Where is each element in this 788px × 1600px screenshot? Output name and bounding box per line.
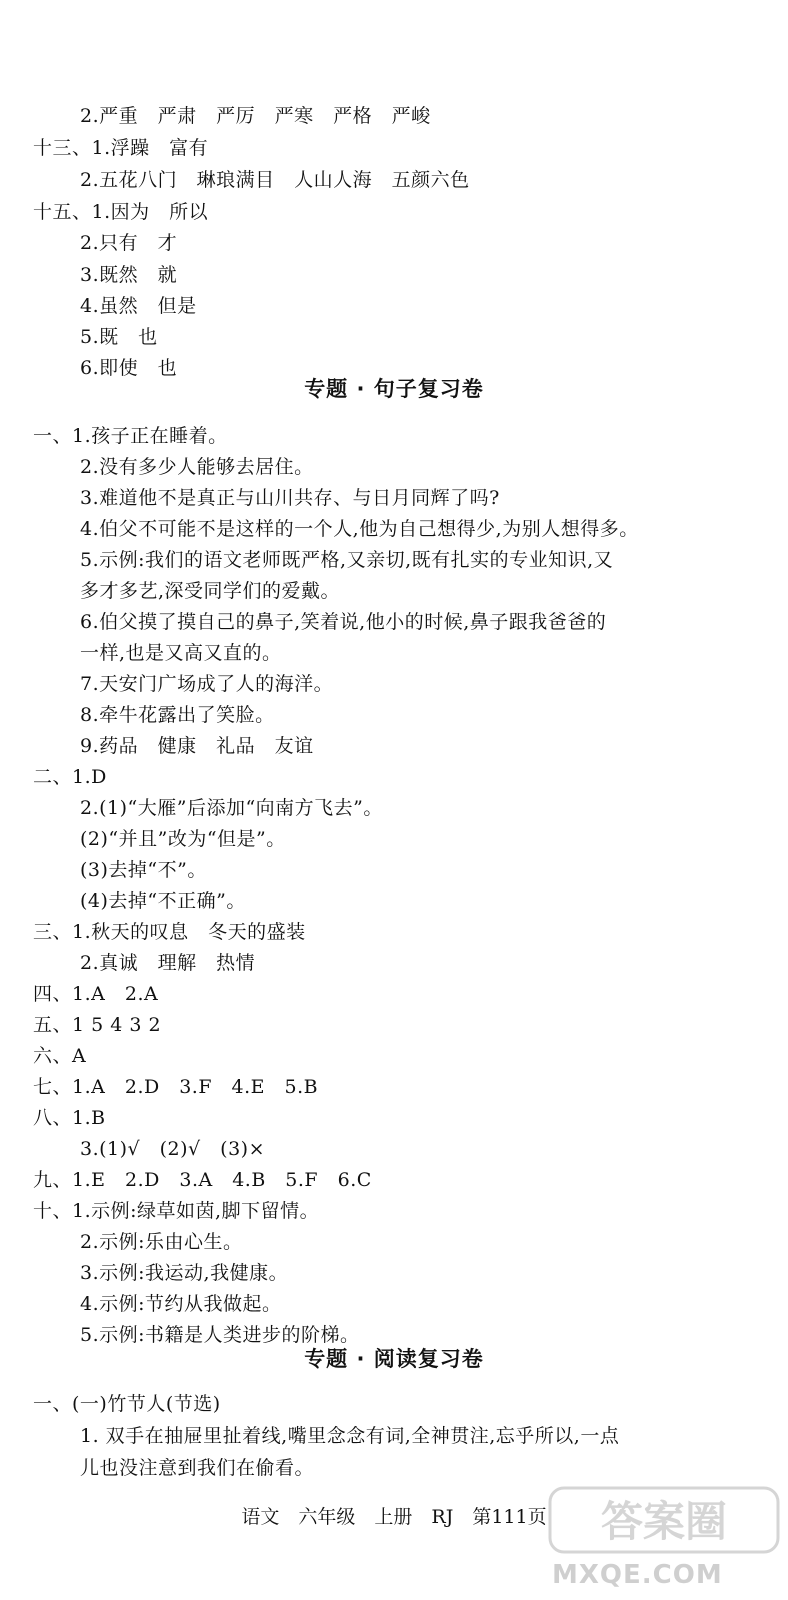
answer-line: 儿也没注意到我们在偷看。 <box>80 1457 315 1479</box>
answer-line: 七、1.A 2.D 3.F 4.E 5.B <box>33 1076 319 1098</box>
answer-line: 2.示例:乐由心生。 <box>80 1231 243 1253</box>
answer-line: 1. 双手在抽屉里扯着线,嘴里念念有词,全神贯注,忘乎所以,一点 <box>80 1425 620 1447</box>
answer-line: 六、A <box>33 1045 87 1067</box>
answer-line: 一、(一)竹节人(节选) <box>33 1393 221 1415</box>
answer-line: 十三、1.浮躁 富有 <box>33 137 209 159</box>
watermark-url: MXQE.COM <box>552 1560 723 1590</box>
answer-line: 3.示例:我运动,我健康。 <box>80 1262 289 1284</box>
answer-line: 2.(1)“大雁”后添加“向南方飞去”。 <box>80 797 383 819</box>
answer-line: (4)去掉“不正确”。 <box>80 890 246 912</box>
answer-line: 一样,也是又高又直的。 <box>80 642 282 664</box>
answer-line: (2)“并且”改为“但是”。 <box>80 828 286 850</box>
answer-line: 3.既然 就 <box>80 264 178 286</box>
answer-line: 2.真诚 理解 热情 <box>80 952 256 974</box>
answer-line: 3.(1)√ (2)√ (3)× <box>80 1138 266 1160</box>
answer-line: 八、1.B <box>33 1107 106 1129</box>
answer-line: 二、1.D <box>33 766 107 788</box>
answer-line: 6.伯父摸了摸自己的鼻子,笑着说,他小的时候,鼻子跟我爸爸的 <box>80 611 607 633</box>
answer-line: 7.天安门广场成了人的海洋。 <box>80 673 334 695</box>
answer-line: (3)去掉“不”。 <box>80 859 207 881</box>
answer-line: 3.难道他不是真正与山川共存、与日月同辉了吗? <box>80 487 500 509</box>
answer-line: 5.示例:我们的语文老师既严格,又亲切,既有扎实的专业知识,又 <box>80 549 614 571</box>
answer-line: 多才多艺,深受同学们的爱戴。 <box>80 580 341 602</box>
answer-line: 5.既 也 <box>80 326 158 348</box>
watermark <box>548 1484 780 1594</box>
answer-line: 三、1.秋天的叹息 冬天的盛装 <box>33 921 306 943</box>
answer-line: 一、1.孩子正在睡着。 <box>33 425 228 447</box>
section-heading-sentence-review: 专题 · 句子复习卷 <box>304 377 484 401</box>
watermark-logo-icon <box>548 1484 780 1556</box>
page-footer: 语文 六年级 上册 RJ 第111页 <box>241 1506 547 1528</box>
answer-line: 五、1 5 4 3 2 <box>33 1014 162 1036</box>
answer-line: 9.药品 健康 礼品 友谊 <box>80 735 314 757</box>
answer-line: 九、1.E 2.D 3.A 4.B 5.F 6.C <box>33 1169 372 1191</box>
answer-line: 2.只有 才 <box>80 232 178 254</box>
answer-line: 6.即使 也 <box>80 357 178 379</box>
answer-line: 4.示例:节约从我做起。 <box>80 1293 282 1315</box>
answer-line: 十五、1.因为 所以 <box>33 201 209 223</box>
answer-line: 2.五花八门 琳琅满目 人山人海 五颜六色 <box>80 169 470 191</box>
watermark-logo-text: 答案圈 <box>600 1497 728 1546</box>
answer-line: 2.严重 严肃 严厉 严寒 严格 严峻 <box>80 105 431 127</box>
answer-line: 四、1.A 2.A <box>33 983 159 1005</box>
answer-line: 8.牵牛花露出了笑脸。 <box>80 704 275 726</box>
answer-line: 十、1.示例:绿草如茵,脚下留情。 <box>33 1200 320 1222</box>
answer-line: 4.虽然 但是 <box>80 295 197 317</box>
answer-line: 5.示例:书籍是人类进步的阶梯。 <box>80 1324 360 1346</box>
answer-line: 4.伯父不可能不是这样的一个人,他为自己想得少,为别人想得多。 <box>80 518 639 540</box>
section-heading-reading-review: 专题 · 阅读复习卷 <box>304 1347 484 1371</box>
answer-line: 2.没有多少人能够去居住。 <box>80 456 314 478</box>
